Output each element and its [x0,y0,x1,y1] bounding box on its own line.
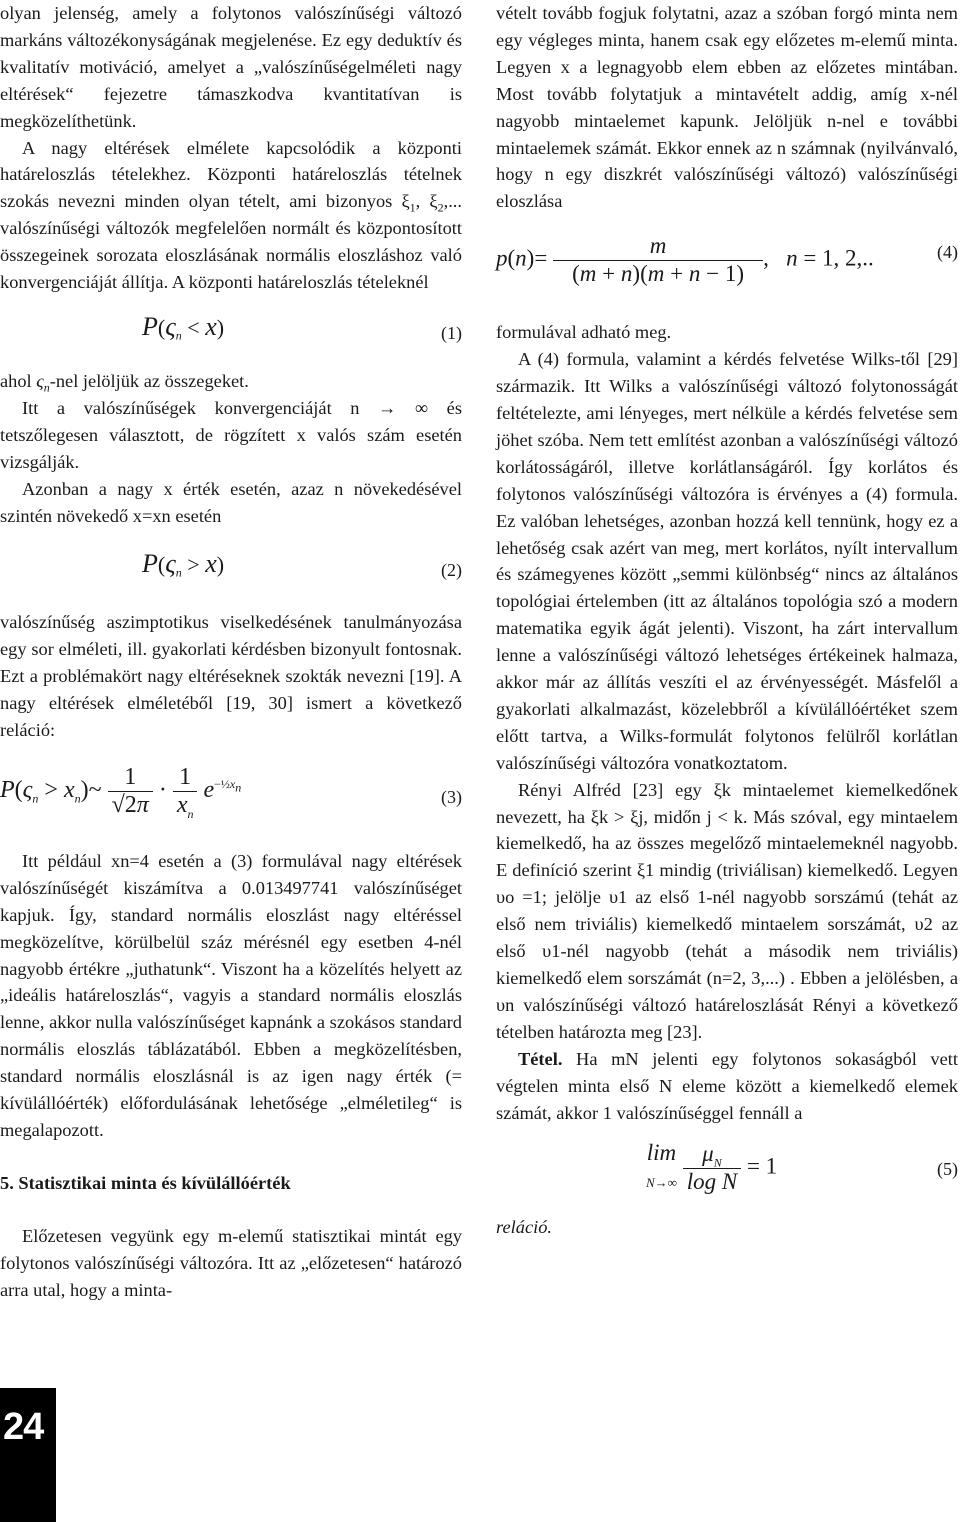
equation-5: lim N→∞ $\frac{\mu_N}{\text{log N}}$ = 1 (5) [646,1140,958,1195]
xi-sequence: $\xi_1$, $\xi_2$,... [401,191,462,216]
paragraph: Előzetesen vegyünk egy m-elemű statisztikai mintát egy folytonos valószínűségi változóra. Itt az „előzetesen“ határozó arra utal, hogy a minta- [0,1225,462,1300]
paragraph: Azonban a nagy x érték esetén, azaz n növekedésével szintén növekedő x=xn esetén [0,478,462,526]
equation-1: $P(\varsigma_n < x)$ (1) [0,296,462,368]
paragraph: Itt például xn=4 esetén a (3) formulával nagy eltérések valószínűségét kiszámítva a 0.013497741 valószínűséget kapjuk. Így, standard normális eloszlást nagy eltéréssel megközelítve, körülbelül száz mérésnél egy esetben 4-nél nagyobb értékre „juthatunk“. Viszont ha a közelítés helyett az „ideális határeloszlás“, vagyis a standard normális eloszlás lenne, akkor nulla valószínűséget kapnánk a szokásos standard normális eloszlás táblázatából. Ebben a megközelítésben, standard normális eloszlásnál is az igen nagy érték (= kívülállóérték) előfordulásának lehetősége „elméletileg“ is megalapozott. [0,850,462,1140]
equation-number: (3) [441,786,462,807]
equation-number: (4) [937,242,958,263]
page-number-box [0,1388,56,1522]
equation-number: (2) [441,560,462,581]
paragraph: Rényi Alfréd [23] egy ξk mintaelemet kiemelkedőnek nevezett, ha ξk > ξj, midőn j < k. Más szóval, egy mintaelem kiemelkedő, ha az összes megelőző mintaelemeknél nagyobb. E definíció szerint ξ1 mindig (triviálisan) kiemelkedő. Legyen υo =1; jelölje υ1 az első 1-nél nagyobb sorszámú (tehát az első nem triviális) kiemelkedő mintaelem sorszámát, υ2 az első υ1-nél nagyobb (tehát a második nem triviális) kiemelkedő elem sorszámát (n=2, 3,...) . Ebben a jelölésben, a υn valószínűségi változó határeloszlását Rényi a következő tételben határozta meg [23]. [496,779,958,1042]
equation-number: (5) [937,1159,958,1180]
right-column [496,0,958,1241]
paragraph: vételt tovább fogjuk folytatni, azaz a szóban forgó minta nem egy végleges minta, hanem csak egy előzetes m-elemű minta. Legyen x a legnagyobb elem ebben az előzetes mintában. Most tovább folytatjuk a mintavételt addig, amíg x-nél nagyobb mintaelemet kapunk. Jelöljük n-nel e további mintaelemek számát. Ekkor ennek az n számnak (nyilvánvaló, hogy n egy diszkrét valószínűségi változó) valószínűségi eloszlása [496,3,958,212]
left-column [0,0,462,1304]
paragraph: reláció. [496,1217,553,1238]
paragraph: Tétel. Ha mN jelenti egy folytonos sokaságból vett végtelen minta első N eleme között a kiemelkedő elemek számát, akkor 1 valószínűséggel fennáll a [496,1048,958,1123]
paragraph: formulával adható meg. [496,322,672,343]
paragraph: A (4) formula, valamint a kérdés felvetése Wilks-től [29] származik. Itt Wilks a valószínűségi változó folytonosságát feltételezte, ami lényeges, mert nélküle a kérdés felvetése sem jöhet szóba. Nem tett említést azonban a valószínűségi változó korlátosságáról, illetve korlátlanságáról. Így korlátos és folytonos valószínűségi változóra is érvényes a (4) formula. Ez valóban lehetséges, azonban hozzá kell tennünk, hogy ez a lehetőség csak azért van meg, mert korlátos, nyílt intervallum és számegyenes között „semmi különbség“ nincs az általános topológiai értelemben (itt az általános topológia szó a modern matematika egyik ágát jelenti). Viszont, ha zárt intervallum lenne a valószínűségi változó lehetséges értékeinek halmaza, akkor már az állítás veszíti el az érvényességét. Másfelől a gyakorlati alkalmazást, közelebbről a kívülállóértéket szem előtt tartva, a Wilks-formulát folytonos felülről korlátlan valószínűségi változóra vonatkoztatom. [496,349,958,773]
equation-2: $P(\varsigma_n > x)$ (2) [0,529,462,609]
paragraph: valószínűség aszimptotikus viselkedésének tanulmányozása egy sor elméleti, ill. gyakorlati kérdésben bizonyult fontosnak. Ezt a problémakört nagy eltéréseknek szokták nevezni [19]. A nagy eltérések elméletéből [19, 30] ismert a következő reláció: [0,612,462,741]
paragraph: Itt a valószínűségek konvergenciáját n → ∞ és tetszőlegesen választott, de rögzített x valós szám esetén vizsgálják. [0,397,462,472]
paragraph: ahol $\varsigma_n$-nel jelöljük az összegeket. [0,370,249,395]
equation-3: $P(\varsigma_n$ > $x_n)\sim$ $\frac{1}{√2\pi}$ · $\frac{1}{x_n}$ $e^{-\frac{1}{2}x_n}$ (3) [0,763,462,821]
section-heading: 5. Statisztikai minta és kívülállóérték [0,1172,291,1193]
page-number: 24 [3,1406,44,1448]
equation-number: (1) [441,322,462,343]
paragraph: olyan jelenség, amely a folytonos valószínűségi változó markáns változékonyságának megjelenése. Ez egy deduktív és kvalitatív motiváció, amelyet a „valószínűségelméleti nagy eltérések“ fejezetre támaszkodva kvantitatívan is megközelíthetünk. [0,3,462,131]
paragraph: A nagy eltérések elmélete kapcsolódik a központi határeloszlás tételekhez. Központi határeloszlás tételnek szokás nevezni minden olyan tételt, ami bizonyos $\xi_1$, $\xi_2$,... valószínűségi változók megfelelően normált és központosított összegeinek sorozata eloszlásának normális eloszláshoz való konvergenciáját állítja. A központi határeloszlás tételeknél [0,137,462,293]
equation-4: p(n)= $\frac{m}{(m + n)(m + n - 1)}$ , n = 1, 2,.. (4) [496,233,958,287]
